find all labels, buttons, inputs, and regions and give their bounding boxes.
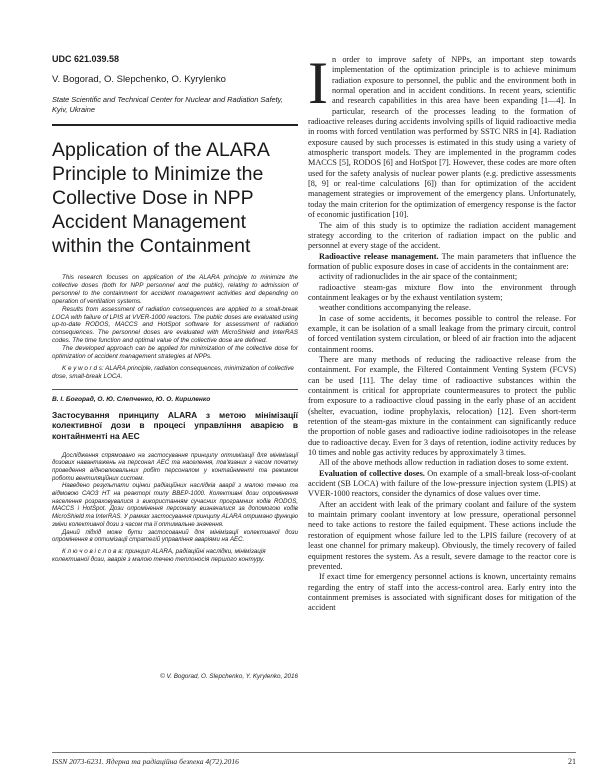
ukrainian-keywords: К л ю ч о в і с л о в а: принцип ALARA, радіаційні наслідки, мінімізація колективної дози, аварія з малою течею теплоносія першого контуру. [52, 548, 266, 563]
body-paragraph: If exact time for emergency personnel actions is known, uncertainty remains regarding the entry of staff into the access-control area. Early entry into the containment premises is associated with significant doses for mitigation of the accident [308, 572, 576, 613]
body-paragraph: In case of some accidents, it becomes possible to control the release. For example, it can be isolation of a small leakage from the primary circuit, control of forced ventilation system circulation, or bleed of air fraction into the adjacent containment rooms. [308, 313, 576, 354]
body-paragraph: There are many methods of reducing the radioactive release from the containment. For example, the Filtered Containment Venting System (FCVS) can be used [11]. The delay time of radioactive substances within the containment is critical for appropriate countermeasures to protect the public from exposure to a radioactive cloud passing in the early phase of an accident (shelter, evacuation, iodine prophylaxis, relocation) [12]. Even short-term retention of the steam-gas mixture in the containment can significantly reduce the proportion of noble gases and radioactive iodine radioisotopes in the release due to radioactive decay. Even for 3 days of retention, iodine activity reduces by 10 times and noble gas activity reduces by approximately 3 times. [308, 354, 576, 458]
body-paragraph [308, 469, 576, 500]
body-text: On example of a small-break loss-of-coolant accident (SB LOCA) with failure of the low-pressure injection system (LPIS) at VVER-1000 reactors, consider the dynamics of dose values over time. [308, 468, 576, 499]
abstract-paragraph: This research focuses on application of the ALARA principle to minimize the collective doses (both for NPP personnel and the public), relating to admission of personnel to the containment for accident management activities and depending on operation of ventilation systems. [52, 274, 298, 305]
copyright-line: © V. Bogorad, O. Slepchenko, Y. Kyrylenko, 2016 [160, 673, 298, 680]
body-paragraph [308, 252, 576, 273]
body-column [308, 50, 576, 614]
udc-code: UDC 621.039.58 [52, 54, 120, 64]
title-rule [52, 124, 298, 126]
authors: V. Bogorad, O. Slepchenko, O. Kyrylenko [52, 74, 226, 85]
ukrainian-authors: В. І. Богорад, О. Ю. Слепченко, Ю. О. Кириленко [52, 395, 211, 403]
article-title: Application of the ALARA Principle to Minimize the Collective Dose in NPP Accident Management within the Containment [52, 139, 269, 257]
body-paragraph: radioactive steam-gas mixture flow into the environment through containment leakages or by the exhaust ventilation system; [308, 282, 576, 302]
section-lead: Evaluation of collective doses. [319, 468, 425, 478]
keywords: K e y w o r d s: ALARA principle, radiation consequences, minimization of collective dose, small-break LOCA. [52, 364, 294, 380]
journal-issn: ISSN 2073-6231. Ядерна та радіаційна безпека 4(72).2016 [52, 757, 239, 766]
body-paragraph: All of the above methods allow reduction in radiation doses to some extent. [319, 458, 569, 468]
page-number: 21 [568, 757, 576, 766]
section-divider [52, 389, 298, 390]
body-paragraph: The aim of this study is to optimize the radiation accident management strategy according to the criterion of radiation impact on the public and personnel at every stage of the accident. [308, 220, 576, 251]
body-paragraph: weather conditions accompanying the release. [319, 303, 471, 313]
body-paragraph: n order to improve safety of NPPs, an important step towards implementation of the optimization principle is to achieve minimum radiation exposure to personnel, the public and the environment both in normal operation and in accident conditions. In recent years, scientific and research capabilities in this area have been expanding [1—4]. In particular, research of the processes leading to the formation of radioactive releases during accidents involving spills of liquid radioactive media in rooms with forced ventilation was performed by SSTC NRS in [4]. Radiation exposure caused by such processes is estimated in this study using a variety of atmospheric transport models. They are implemented in the programm codes MACCS [5], RODOS [6] and HotSpot [7]. However, these codes are more often used for the safety analysis of nuclear power plants (e.g. predictive assessments [8, 9] or real-time calculations [6]) than for optimization of the accident management strategies or improvement of the emergency plans. Unfortunately, today the main criterion for the optimization of emergency response is the factor of economic justification [10]. [308, 55, 576, 220]
drop-cap: I [308, 50, 328, 116]
abstract-paragraph: Results from assessment of radiation consequences are applied to a small-break LOCA with failure of LPIS at VVER-1000 reactors. The public doses are evaluated using up-to-date RODOS, MACCS and HotSpot software for assessment of radiation consequences. The personnel doses are evaluated with MicroShield and InterRAS codes. The time function and optimal value of the collective dose are defined. [52, 305, 298, 345]
left-column [52, 54, 298, 572]
ukrainian-abstract-paragraph: Даний підхід може бути застосований для мінімізації колективної дози опромінення в оптимізації стратегій управління аваріями на АЕС. [52, 528, 298, 544]
section-lead: Radioactive release management. [319, 251, 439, 261]
ukrainian-title: Застосування принципу ALARA з метою мінімізації колективної дози в процесі управління аварією в контайнменті на АЕС [52, 409, 298, 441]
body-text: The main parameters that influence the formation of public exposure doses in case of accidents in the containment are: [308, 251, 576, 271]
affiliation: State Scientific and Technical Center for Nuclear and Radiation Safety, Kyiv, Ukraine [52, 95, 283, 114]
ukrainian-abstract-paragraph: Дослідження спрямовано на застосування принципу оптимізації для мінімізації дозових навантажень на персонал АЕС та населення, пов'язаних з часом початку проведення відновлювальних робіт персоналом у контайнменті та режимом роботи вентиляційних систем. [52, 451, 298, 482]
body-paragraph: activity of radionuclides in the air space of the containment; [319, 272, 518, 282]
body-paragraph: After an accident with leak of the primary coolant and failure of the system to maintain primary coolant inventory at low pressure, operational personnel need to take actions to restore the failed equipment. These actions include the restoration of equipment whose failure led to the LPIS failure (recovery of at least one channel for primary makeup). Obviously, the timely recovery of failed equipment restores the system. As a result, severe damage to the reactor core is prevented. [308, 499, 576, 571]
abstract-paragraph: The developed approach can be applied for minimization of the collective dose for optimization of accident management strategies at NPPs. [52, 345, 298, 361]
page-footer [52, 752, 576, 766]
ukrainian-abstract-paragraph: Наведено результати оцінки радіаційних наслідків аварії з малою течею та відмовою САОЗ НТ на реакторі типу ВВЕР-1000. Колективні дози опромінення населення розраховувалися з використанням сучасних програмних кодів RODOS, MACCS і HotSpot. Дози опромінення персоналу визначалися за допомогою кодів MicroShield та InterRAS. У рамках застосування принципу ALARA отримано функцію зміни колективної дози з часом та її оптимальне значення. [52, 482, 298, 528]
